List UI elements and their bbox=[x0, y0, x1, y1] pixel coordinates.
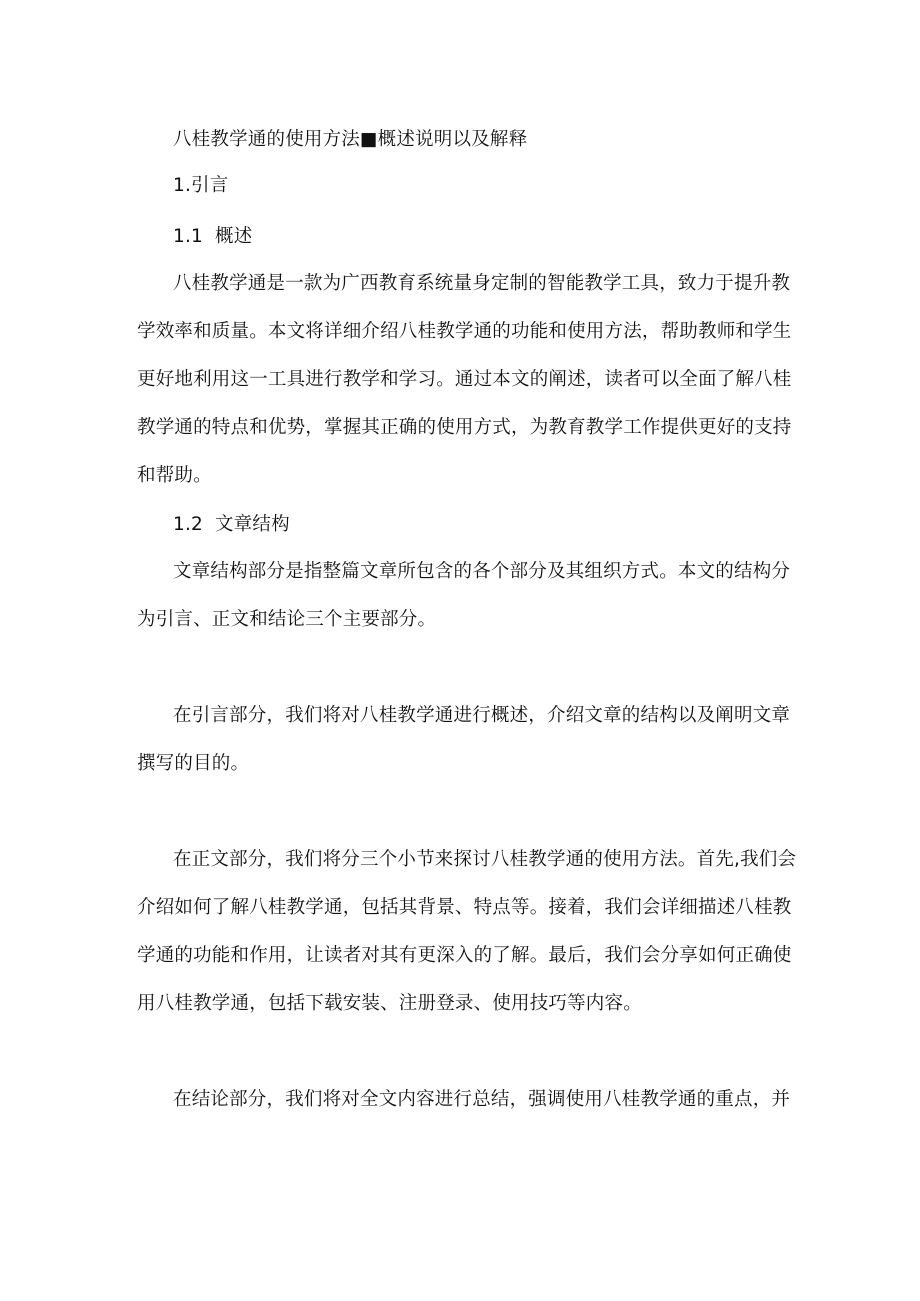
paragraph-line: 在结论部分，我们将对全文内容进行总结，强调使用八桂教学通的重点，并 bbox=[173, 1089, 791, 1110]
paragraph-line: 在引言部分，我们将对八桂教学通进行概述，介绍文章的结构以及阐明文章 bbox=[173, 705, 791, 726]
document-title: 八桂教学通的使用方法■概述说明以及解释 bbox=[173, 129, 528, 150]
paragraph-line: 文章结构部分是指整篇文章所包含的各个部分及其组织方式。本文的结构分 bbox=[173, 561, 791, 582]
paragraph-line: 为引言、正文和结论三个主要部分。 bbox=[137, 609, 437, 630]
heading-introduction: 1.引言 bbox=[173, 175, 229, 196]
heading-section-1-1 bbox=[173, 223, 833, 251]
section-number: 1.2 bbox=[173, 514, 204, 535]
section-number: 1.1 bbox=[173, 226, 204, 247]
paragraph-line: 和帮助。 bbox=[137, 465, 212, 486]
heading-section-1-2 bbox=[173, 511, 833, 539]
section-title: 概述 bbox=[215, 226, 253, 247]
paragraph-line: 撰写的目的。 bbox=[137, 753, 250, 774]
paragraph-line: 八桂教学通是一款为广西教育系统量身定制的智能教学工具，致力于提升教 bbox=[173, 273, 791, 294]
paragraph-line: 在正文部分，我们将分三个小节来探讨八桂教学通的使用方法。首先,我们会 bbox=[173, 849, 797, 870]
paragraph-line: 更好地利用这一工具进行教学和学习。通过本文的阐述，读者可以全面了解八桂 bbox=[137, 369, 792, 390]
paragraph-line: 用八桂教学通，包括下载安装、注册登录、使用技巧等内容。 bbox=[137, 993, 642, 1014]
paragraph-line: 介绍如何了解八桂教学通，包括其背景、特点等。接着，我们会详细描述八桂教 bbox=[137, 897, 792, 918]
paragraph-line: 教学通的特点和优势，掌握其正确的使用方式，为教育教学工作提供更好的支持 bbox=[137, 417, 792, 438]
paragraph-line: 学通的功能和作用，让读者对其有更深入的了解。最后，我们会分享如何正确使 bbox=[137, 945, 792, 966]
section-title: 文章结构 bbox=[215, 514, 290, 535]
paragraph-line: 学效率和质量。本文将详细介绍八桂教学通的功能和使用方法，帮助教师和学生 bbox=[137, 321, 792, 342]
